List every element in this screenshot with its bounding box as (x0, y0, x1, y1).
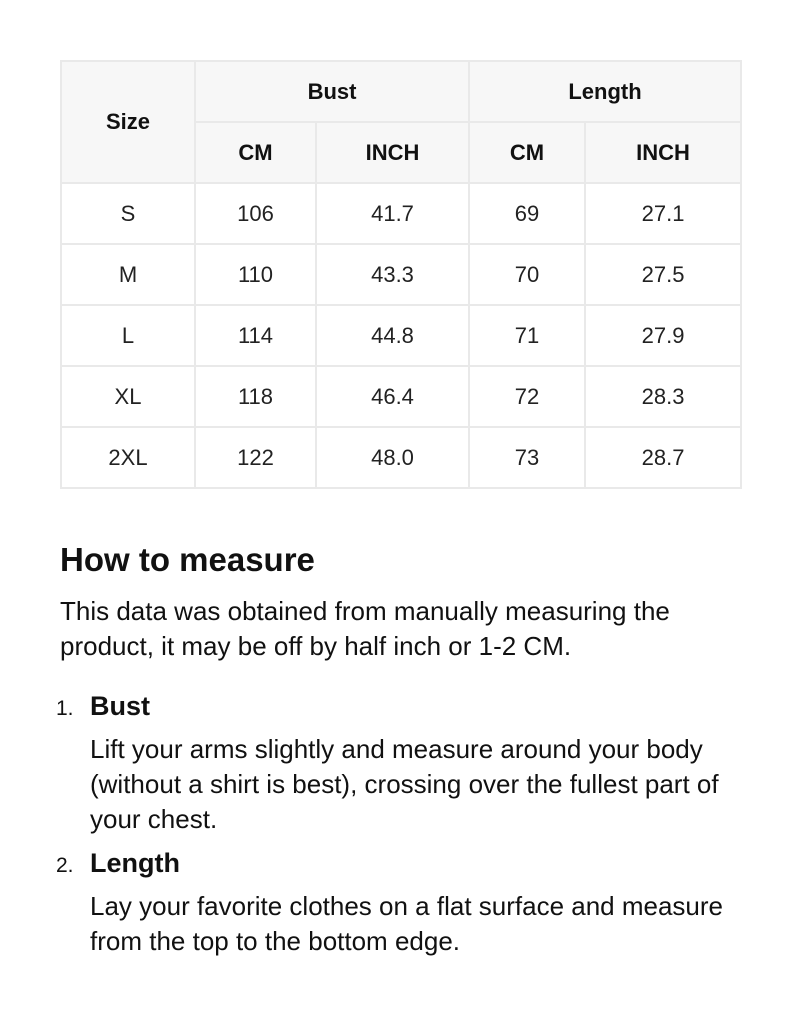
bust-inch-header: INCH (316, 122, 469, 183)
length-cm-cell: 70 (469, 244, 585, 305)
list-item (56, 688, 750, 837)
size-cell: XL (61, 366, 195, 427)
bust-cm-cell: 122 (195, 427, 316, 488)
list-item (56, 845, 750, 959)
measure-steps-list (56, 688, 750, 959)
bust-cm-cell: 118 (195, 366, 316, 427)
bust-cm-header: CM (195, 122, 316, 183)
length-cm-header: CM (469, 122, 585, 183)
bust-inch-cell: 46.4 (316, 366, 469, 427)
bust-cm-cell: 110 (195, 244, 316, 305)
length-cm-cell: 73 (469, 427, 585, 488)
bust-inch-cell: 43.3 (316, 244, 469, 305)
bust-cm-cell: 106 (195, 183, 316, 244)
step-number: 1. (56, 697, 74, 720)
bust-inch-cell: 48.0 (316, 427, 469, 488)
table-row (61, 305, 741, 366)
length-inch-cell: 27.9 (585, 305, 741, 366)
how-to-measure-section (56, 540, 750, 967)
table-row (61, 244, 741, 305)
table-header-row (61, 61, 741, 122)
table-row (61, 183, 741, 244)
table-row (61, 366, 741, 427)
size-cell: S (61, 183, 195, 244)
length-cm-cell: 72 (469, 366, 585, 427)
table-row (61, 427, 741, 488)
intro-text: This data was obtained from manually measuring the product, it may be off by half inch or 1-2 CM. (60, 596, 670, 661)
size-column-header: Size (61, 61, 195, 183)
length-inch-cell: 27.5 (585, 244, 741, 305)
length-cm-cell: 69 (469, 183, 585, 244)
step-text: Lift your arms slightly and measure around your body (without a shirt is best), crossing over the fullest part of your chest. (90, 734, 719, 834)
length-group-header: Length (469, 61, 741, 122)
length-inch-cell: 28.3 (585, 366, 741, 427)
size-cell: 2XL (61, 427, 195, 488)
bust-inch-cell: 44.8 (316, 305, 469, 366)
step-number: 2. (56, 854, 74, 877)
step-title: Length (90, 848, 180, 878)
size-chart-table (60, 60, 742, 489)
step-text: Lay your favorite clothes on a flat surface and measure from the top to the bottom edge. (90, 891, 724, 956)
size-cell: L (61, 305, 195, 366)
length-inch-header: INCH (585, 122, 741, 183)
length-inch-cell: 28.7 (585, 427, 741, 488)
length-cm-cell: 71 (469, 305, 585, 366)
step-title: Bust (90, 691, 150, 721)
bust-group-header: Bust (195, 61, 469, 122)
length-inch-cell: 27.1 (585, 183, 741, 244)
size-cell: M (61, 244, 195, 305)
section-title: How to measure (60, 541, 315, 578)
bust-cm-cell: 114 (195, 305, 316, 366)
bust-inch-cell: 41.7 (316, 183, 469, 244)
